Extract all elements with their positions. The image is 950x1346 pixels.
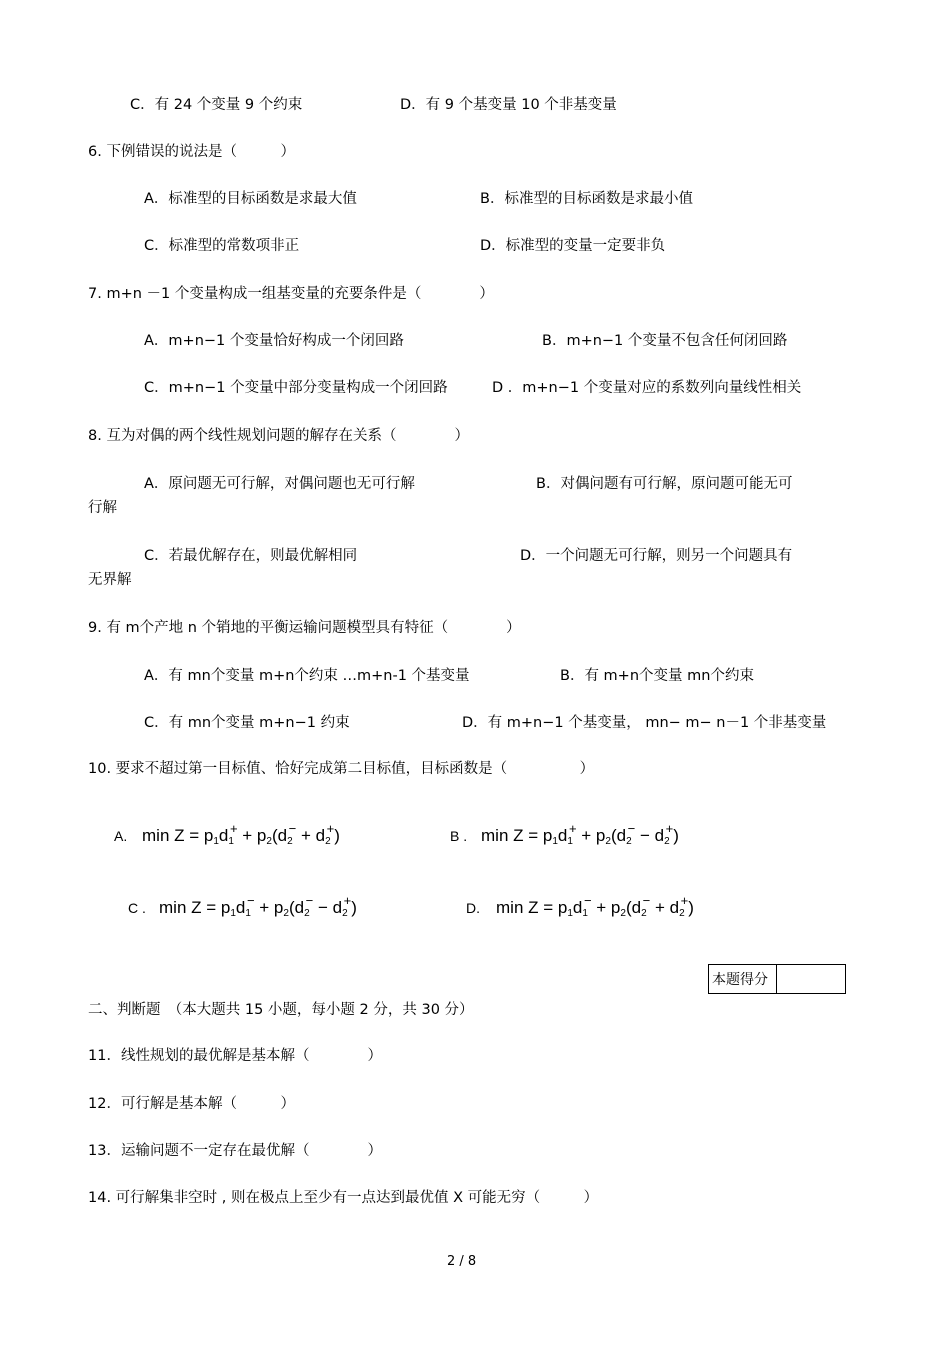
q10-option-a-label: A. [114, 828, 128, 844]
section2-title: 二、判断题 （本大题共 15 小题，每小题 2 分，共 30 分） [88, 1002, 474, 1018]
q8-option-c: C．若最优解存在，则最优解相同 [144, 548, 358, 564]
score-box-label: 本题得分 [709, 965, 777, 994]
q10-option-b-formula: $\min Z = p_1d_1^+ + p_2(d_2^- - d_2^+)$ [481, 821, 679, 847]
q6-option-b: B．标准型的目标函数是求最小值 [480, 191, 693, 207]
score-box [708, 964, 846, 994]
q9-option-c: C．有 mn个变量 m+n−1 约束 [144, 715, 350, 731]
q6-option-a: A．标准型的目标函数是求最大值 [144, 191, 357, 207]
q11: 11．线性规划的最优解是基本解（ ） [88, 1048, 382, 1064]
q7-option-b: B．m+n−1 个变量不包含任何闭回路 [542, 333, 788, 349]
q6-option-d: D．标准型的变量一定要非负 [480, 238, 666, 254]
q6-stem: 6. 下例错误的说法是（ ） [88, 144, 295, 160]
q9-stem: 9. 有 m个产地 n 个销地的平衡运输问题模型具有特征（ ） [88, 620, 521, 636]
q7-option-a: A．m+n−1 个变量恰好构成一个闭回路 [144, 333, 404, 349]
score-box-value[interactable] [777, 965, 846, 994]
q7-option-d: D ．m+n−1 个变量对应的系数列向量线性相关 [492, 380, 802, 396]
q10-option-d-formula: $\min Z = p_1d_1^- + p_2(d_2^- + d_2^+)$ [496, 893, 694, 919]
q7-stem: 7. m+n －1 个变量构成一组基变量的充要条件是（ ） [88, 286, 494, 302]
q8-option-d: D．一个问题无可行解，则另一个问题具有 [520, 548, 793, 564]
q8-option-b-continued: 行解 [88, 500, 117, 516]
q10-stem: 10. 要求不超过第一目标值、恰好完成第二目标值，目标函数是（ ） [88, 761, 595, 777]
q14: 14. 可行解集非空时 , 则在极点上至少有一点达到最优值 X 可能无穷（ ） [88, 1190, 599, 1206]
q10-option-d-label: D. [466, 900, 480, 916]
q10-option-c-formula: $\min Z = p_1d_1^- + p_2(d_2^- - d_2^+)$ [159, 893, 357, 919]
q7-option-c: C．m+n−1 个变量中部分变量构成一个闭回路 [144, 380, 448, 396]
q9-option-a: A．有 mn个变量 m+n个约束 …m+n-1 个基变量 [144, 668, 470, 684]
q6-option-c: C．标准型的常数项非正 [144, 238, 300, 254]
q13: 13．运输问题不一定存在最优解（ ） [88, 1143, 382, 1159]
q8-stem: 8. 互为对偶的两个线性规划问题的解存在关系（ ） [88, 428, 469, 444]
q12: 12．可行解是基本解（ ） [88, 1096, 295, 1112]
q8-option-d-continued: 无界解 [88, 572, 132, 588]
q8-option-a: A．原问题无可行解，对偶问题也无可行解 [144, 476, 415, 492]
q5-option-d: D．有 9 个基变量 10 个非基变量 [400, 97, 617, 113]
q9-option-b: B．有 m+n个变量 mn个约束 [560, 668, 754, 684]
q10-option-b-label: B . [450, 828, 468, 844]
q10-option-a-formula: $\min Z = p_1d_1^+ + p_2(d_2^- + d_2^+)$ [142, 821, 340, 847]
q5-option-c: C．有 24 个变量 9 个约束 [130, 97, 303, 113]
q10-option-c-label: C . [128, 900, 146, 916]
page-number: 2 / 8 [447, 1254, 477, 1269]
q8-option-b: B．对偶问题有可行解，原问题可能无可 [536, 476, 793, 492]
q9-option-d: D．有 m+n−1 个基变量， mn− m− n－1 个非基变量 [462, 715, 827, 731]
